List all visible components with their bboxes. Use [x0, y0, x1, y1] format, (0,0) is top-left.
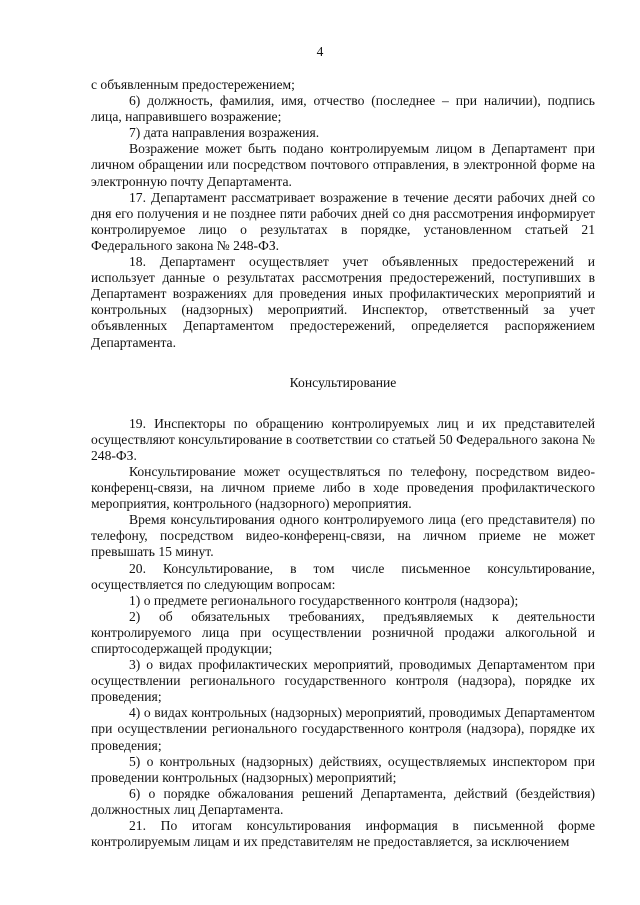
list-item-7: 7) дата направления возражения. — [129, 125, 320, 141]
paragraph-continuation: с объявленным предостережением; — [91, 77, 295, 92]
paragraph-clause-21: 21. По итогам консультирования информация в письменной форме контролируемым лицам и их представителям не предоставляется, за исключением — [91, 818, 595, 850]
page-number: 4 — [316, 44, 324, 59]
list-item-6: 6) должность, фамилия, имя, отчество (последнее – при наличии), подпись лица, направившего возражение; — [91, 93, 595, 125]
list-item-1: 1) о предмете регионального государственного контроля (надзора); — [129, 592, 519, 608]
paragraph-clause-20: 20. Консультирование, в том числе письменное консультирование, осуществляется по следующим вопросам: — [91, 560, 595, 592]
paragraph-clause-17: 17. Департамент рассматривает возражение в течение десяти рабочих дней со дня его получения и не позднее пяти рабочих дней со дня рассмотрения информирует контролируемое лицо о результатах в порядке, установленном статьей 21 Федерального закона № 248-ФЗ. — [91, 189, 595, 253]
paragraph-clause-18: 18. Департамент осуществляет учет объявленных предостережений и использует данные о результатах рассмотрения предостережений, поступивших в Департамент возражениях для проведения иных профилактических мероприятий и контрольных (надзорных) мероприятий. Инспектор, ответственный за учет объявленных Департаментом предостережений, определяется распоряжением Департамента. — [91, 254, 595, 350]
list-item-4: 4) о видах контрольных (надзорных) мероприятий, проводимых Департаментом при осуществлении регионального государственного контроля (надзора), порядке их проведения; — [91, 705, 595, 753]
paragraph-objection-submission: Возражение может быть подано контролируемым лицом в Департамент при личном обращении или посредством почтового отправления, в электронной форме на электронную почту Департамента. — [91, 141, 595, 189]
list-item-3: 3) о видах профилактических мероприятий, проводимых Департаментом при осуществлении регионального государственного контроля (надзора), порядке их проведения; — [91, 657, 595, 705]
paragraph-consultation-time: Время консультирования одного контролируемого лица (его представителя) по телефону, посредством видео-конференц-связи, на личном приеме не может превышать 15 минут. — [91, 512, 595, 560]
paragraph-clause-19: 19. Инспекторы по обращению контролируемых лиц и их представителей осуществляют консультирование в соответствии со статьей 50 Федерального закона № 248-ФЗ. — [91, 415, 595, 463]
document-body — [91, 77, 595, 850]
section-heading: Консультирование — [289, 374, 397, 390]
list-item-5: 5) о контрольных (надзорных) действиях, осуществляемых инспектором при проведении контрольных (надзорных) мероприятий; — [91, 753, 595, 785]
paragraph-consultation-methods: Консультирование может осуществляться по телефону, посредством видео-конференц-связи, на личном приеме либо в ходе проведения профилактического мероприятия, контрольного (надзорного) мероприятия. — [91, 463, 595, 512]
list-item-2: 2) об обязательных требованиях, предъявляемых к деятельности контролируемого лица при осуществлении розничной продажи алкогольной и спиртосодержащей продукции; — [91, 608, 595, 656]
list-item-6-appeal: 6) о порядке обжалования решений Департамента, действий (бездействия) должностных лиц Департамента. — [91, 785, 595, 817]
